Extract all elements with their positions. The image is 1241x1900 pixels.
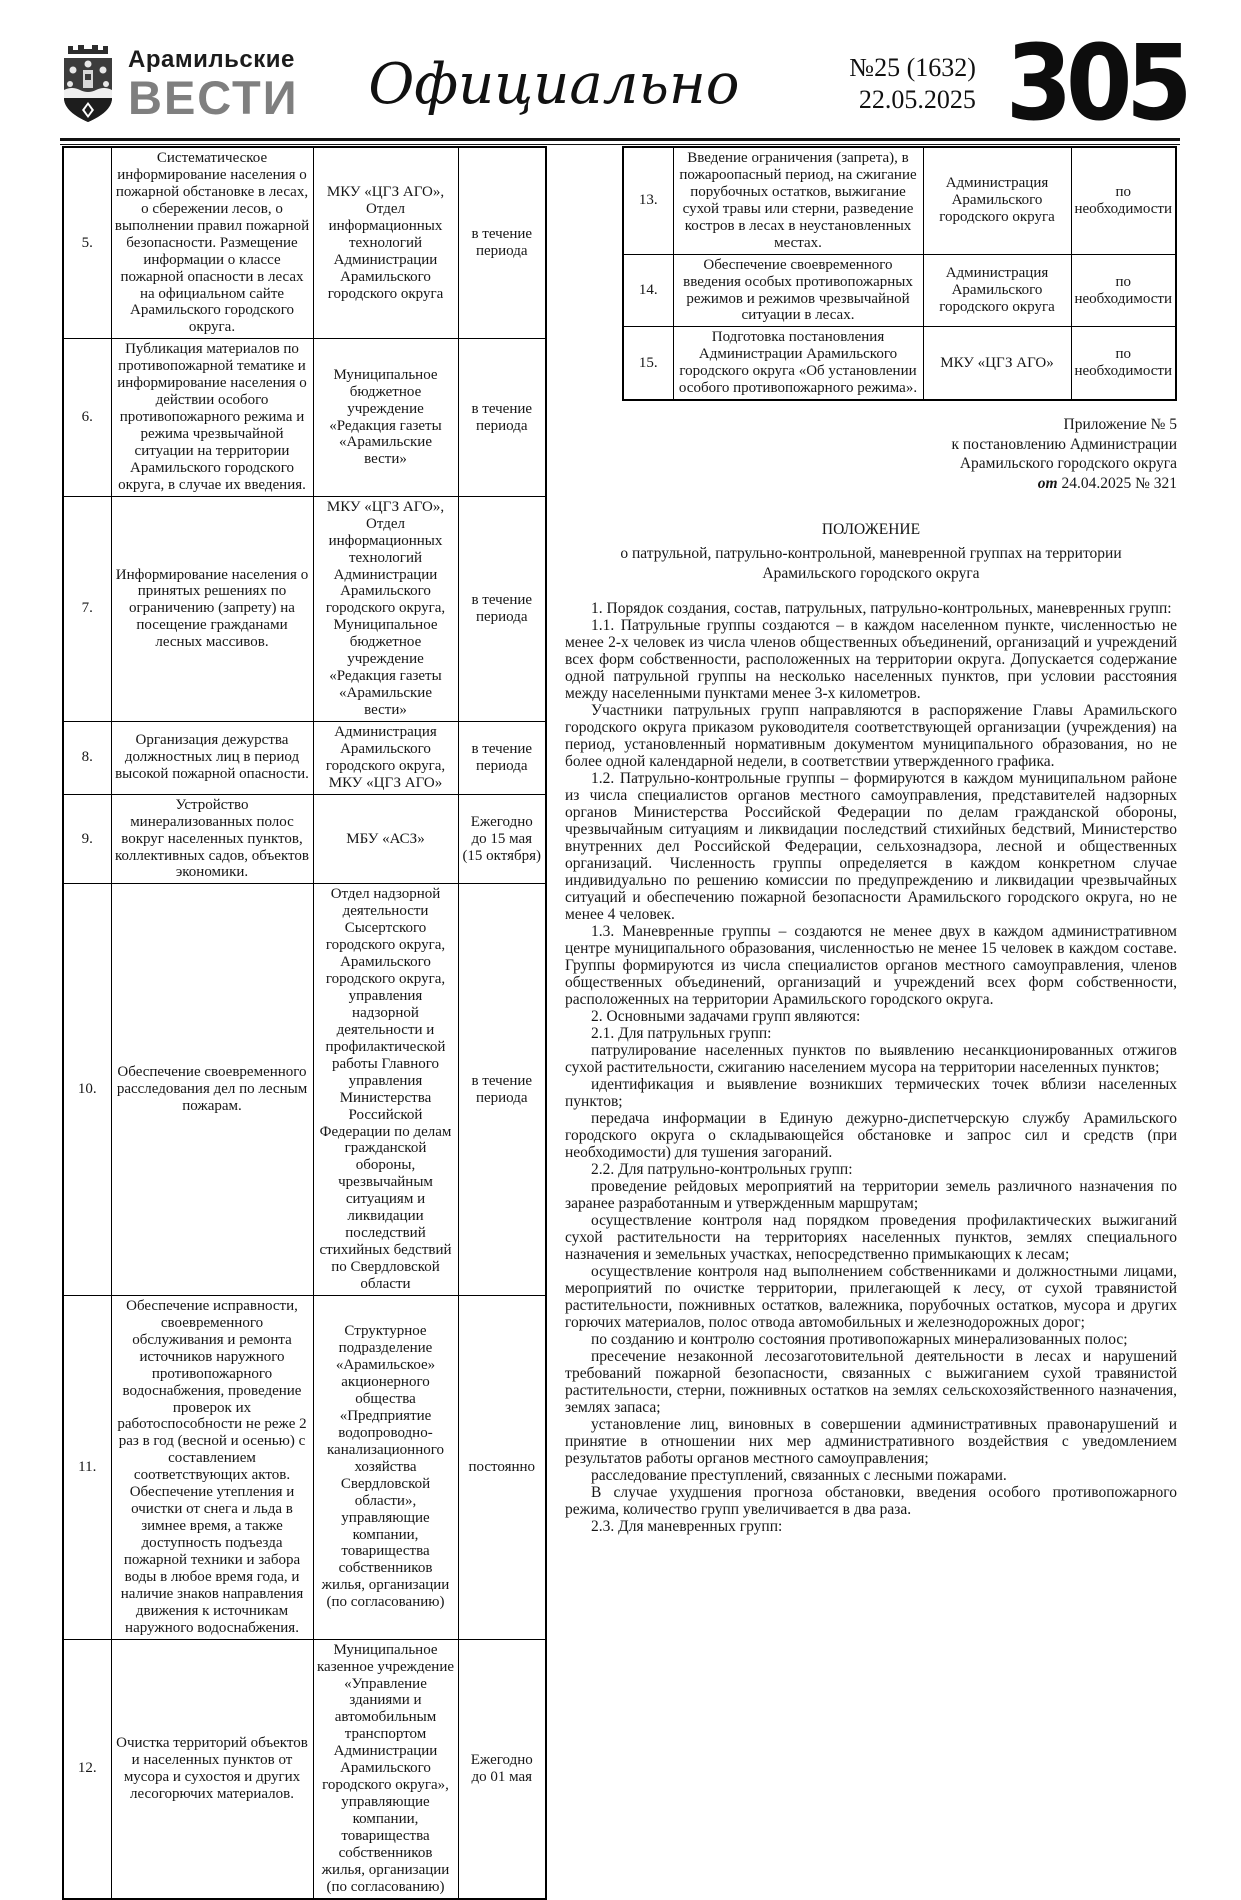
row-number-cell: 11. bbox=[63, 1295, 111, 1639]
responsible-cell: Муниципальное бюджетное учреждение «Редакция газеты «Арамильские вести» bbox=[313, 339, 458, 496]
table-row bbox=[63, 147, 546, 339]
activity-cell: Обеспечение исправности, своевременного обслуживания и ремонта источников наружного противопожарного водоснабжения, проведение проверок их работоспособности не реже 2 раз в год (весной и осенью) с составлением соответствующих актов. Обеспечение утепления и очистки от снега и льда в зимнее время, а также доступность подъезда пожарной техники и забора воды в любое время года, и наличие знаков направления движения к источникам наружного водоснабжения. bbox=[111, 1295, 313, 1639]
timing-cell: по необходимости bbox=[1071, 147, 1176, 254]
document-title: ПОЛОЖЕНИЕ bbox=[821, 520, 921, 538]
table-row bbox=[623, 147, 1176, 254]
table-row bbox=[63, 721, 546, 794]
fire-plan-table-right bbox=[622, 146, 1177, 401]
timing-cell: в течение периода bbox=[458, 339, 546, 496]
paragraph: установление лиц, виновных в совершении административных правонарушений и принятие в отношении них мер административного воздействия с уведомлением результатов работы органов местного самоуправления; bbox=[565, 1416, 1177, 1468]
paragraph: передача информации в Единую дежурно-диспетчерскую службу Арамильского городского округа о складывающейся обстановке и запрос сил и средств (при необходимости) для тушения загораний. bbox=[565, 1110, 1177, 1162]
timing-cell: в течение периода bbox=[458, 147, 546, 339]
timing-cell: в течение периода bbox=[458, 496, 546, 721]
issue-date: 22.05.2025 bbox=[858, 85, 976, 114]
table-row bbox=[63, 794, 546, 884]
header-divider bbox=[60, 138, 1180, 145]
activity-cell: Очистка территорий объектов и населенных пунктов от мусора и сухостоя и других лесогорючих материалов. bbox=[111, 1639, 313, 1899]
newspaper-logo bbox=[56, 40, 299, 129]
appendix-date-line bbox=[565, 474, 1177, 494]
document-title-block bbox=[565, 520, 1177, 584]
row-number-cell: 9. bbox=[63, 794, 111, 884]
paragraph: 2.3. Для маневренных групп: bbox=[591, 1518, 783, 1536]
table-row bbox=[63, 884, 546, 1296]
row-number-cell: 10. bbox=[63, 884, 111, 1296]
right-column bbox=[565, 146, 1177, 1535]
timing-cell: в течение периода bbox=[458, 721, 546, 794]
appendix-line: к постановлению Администрации bbox=[951, 435, 1177, 453]
responsible-cell: Отдел надзорной деятельности Сысертского городского округа, Арамильского городского округа, управления надзорной деятельности и профилактической работы Главного управления Министерства Российской Федерации по делам гражданской обороны, чрезвычайным ситуациям и ликвидации последствий стихийных бедствий по Свердловской области bbox=[313, 884, 458, 1296]
section-title: Официально bbox=[368, 51, 740, 117]
paragraph: 1.3. Маневренные группы – создаются не менее двух в каждом административном центре муниципального образования, численностью не менее 15 человек в каждом составе. Группы формируются из числа специалистов органов местного самоуправления, членов общественных объединений, организаций и учреждений всех форм собственности, расположенных на территории Арамильского городского округа. bbox=[565, 923, 1177, 1009]
newspaper-title bbox=[128, 45, 299, 124]
responsible-cell: Структурное подразделение «Арамильское» акционерного общества «Предприятие водопроводно-канализационного хозяйства Свердловской области», управляющие компании, товарищества собственников жилья, организации (по согласованию) bbox=[313, 1295, 458, 1639]
paragraph: 2.2. Для патрульно-контрольных групп: bbox=[591, 1161, 853, 1179]
responsible-cell: Администрация Арамильского городского округа bbox=[923, 147, 1071, 254]
timing-cell: Ежегодно до 01 мая bbox=[458, 1639, 546, 1899]
row-number-cell: 13. bbox=[623, 147, 673, 254]
paragraph: по созданию и контролю состояния противопожарных минерализованных полос; bbox=[591, 1331, 1128, 1349]
responsible-cell: Администрация Арамильского городского округа, МКУ «ЦГЗ АГО» bbox=[313, 721, 458, 794]
activity-cell: Публикация материалов по противопожарной тематике и информирование населения о действии особого противопожарного режима и режима чрезвычайной ситуации на территории Арамильского городского округа, в случае их введения. bbox=[111, 339, 313, 496]
row-number-cell: 12. bbox=[63, 1639, 111, 1899]
fire-plan-table-left bbox=[62, 146, 547, 1900]
row-number-cell: 15. bbox=[623, 327, 673, 400]
paragraph: патрулирование населенных пунктов по выявлению несанкционированных отжигов сухой растительности, сжиганию населением мусора на территории населенных пунктов; bbox=[565, 1042, 1177, 1077]
page-header bbox=[56, 22, 1186, 145]
activity-cell: Обеспечение своевременного расследования дел по лесным пожарам. bbox=[111, 884, 313, 1296]
responsible-cell: МБУ «АСЗ» bbox=[313, 794, 458, 884]
timing-cell: по необходимости bbox=[1071, 327, 1176, 400]
row-number-cell: 8. bbox=[63, 721, 111, 794]
issue-number: №25 (1632) bbox=[849, 52, 976, 82]
responsible-cell: МКУ «ЦГЗ АГО», Отдел информационных технологий Администрации Арамильского городского округа, Муниципальное бюджетное учреждение «Редакция газеты «Арамильские вести» bbox=[313, 496, 458, 721]
timing-cell: в течение периода bbox=[458, 884, 546, 1296]
paragraph: пресечение незаконной лесозаготовительной деятельности в лесах и нарушений требований пожарной безопасности, связанных с выжиганием сухой травянистой растительности, стерни, пожнивных остатков на землях сельскохозяйственного назначения, землях запаса; bbox=[565, 1348, 1177, 1417]
newspaper-title-top: Арамильские bbox=[128, 45, 295, 73]
page-number: 305 bbox=[1005, 22, 1186, 145]
table-row bbox=[63, 496, 546, 721]
timing-cell: постоянно bbox=[458, 1295, 546, 1639]
paragraph: расследование преступлений, связанных с лесными пожарами. bbox=[591, 1467, 1007, 1485]
row-number-cell: 6. bbox=[63, 339, 111, 496]
responsible-cell: Муниципальное казенное учреждение «Управление зданиями и автомобильным транспортом Администрации Арамильского городского округа», управляющие компании, товарищества собственников жилья, организации (по согласованию) bbox=[313, 1639, 458, 1899]
timing-cell: по необходимости bbox=[1071, 254, 1176, 327]
paragraph: 1. Порядок создания, состав, патрульных, патрульно-контрольных, маневренных групп: bbox=[591, 600, 1172, 618]
paragraph: осуществление контроля над порядком проведения профилактических выжиганий сухой растительности на территориях населенных пунктов, землях специального назначения и земельных участках, непосредственно примыкающих к лесам; bbox=[565, 1212, 1177, 1264]
table-row bbox=[623, 254, 1176, 327]
document-subtitle-line: о патрульной, патрульно-контрольной, маневренной группах на территории bbox=[620, 544, 1122, 562]
appendix-date: 24.04.2025 № 321 bbox=[1057, 475, 1177, 493]
activity-cell: Введение ограничения (запрета), в пожароопасный период, на сжигание порубочных остатков, выжигание сухой травы или стерни, разведение костров в лесах в неустановленных местах. bbox=[673, 147, 923, 254]
paragraph: В случае ухудшения прогноза обстановки, введения особого противопожарного режима, количество групп увеличивается в два раза. bbox=[565, 1484, 1177, 1519]
coat-of-arms-icon bbox=[56, 40, 120, 129]
document-body bbox=[565, 600, 1177, 1535]
table-row bbox=[623, 327, 1176, 400]
paragraph: 1.1. Патрульные группы создаются – в каждом населенном пункте, численностью не менее 2-х человек из числа членов общественных объединений, организаций и учреждений всех форм собственности, расположенных на территории округа. Допускается содержание одной патрульной группы на несколько населенных пунктов, при условии расстояния между населенными пунктами менее 3-х километров. bbox=[565, 617, 1177, 703]
paragraph: 2. Основными задачами групп являются: bbox=[591, 1008, 861, 1026]
timing-cell: Ежегодно до 15 мая (15 октября) bbox=[458, 794, 546, 884]
activity-cell: Устройство минерализованных полос вокруг населенных пунктов, коллективных садов, объектов экономики. bbox=[111, 794, 313, 884]
table-row bbox=[63, 1639, 546, 1899]
activity-cell: Систематическое информирование населения о пожарной обстановке в лесах, о сбережении лесов, о выполнении правил пожарной безопасности. Размещение информации о классе пожарной опасности в лесах на официальном сайте Арамильского городского округа. bbox=[111, 147, 313, 339]
paragraph: 1.2. Патрульно-контрольные группы – формируются в каждом муниципальном районе из числа специалистов органов местного самоуправления, представителей надзорных органов Министерства Российской Федерации по делам гражданской обороны, чрезвычайным ситуациям и ликвидации последствий стихийных бедствий, Министерство внутренних дел Российской Федерации, сельхознадзора, лесной и общественных организаций. Численность группы определяется в каждом конкретном случае индивидуально по решению комиссии по предупреждению и ликвидации чрезвычайных ситуаций и обеспечению пожарной безопасности Арамильского городского округа, но не менее 4 человек. bbox=[565, 770, 1177, 924]
paragraph: проведение рейдовых мероприятий на территории земель различного назначения по заранее разработанным и утвержденным маршрутам; bbox=[565, 1178, 1177, 1213]
paragraph: осуществление контроля над выполнением собственниками и должностными лицами, мероприятий по очистке территории, прилегающей к лесу, от сухой травянистой растительности, пожнивных остатков, валежника, порубочных остатков, мусора и других горючих материалов, полос отвода автомобильных и железнодорожных дорог; bbox=[565, 1263, 1177, 1332]
appendix-line: Приложение № 5 bbox=[1063, 416, 1177, 434]
document-subtitle-line: Арамильского городского округа bbox=[762, 565, 980, 583]
row-number-cell: 7. bbox=[63, 496, 111, 721]
row-number-cell: 5. bbox=[63, 147, 111, 339]
activity-cell: Информирование населения о принятых решениях по ограничению (запрету) на посещение гражданами лесных массивов. bbox=[111, 496, 313, 721]
activity-cell: Обеспечение своевременного введения особых противопожарных режимов и режимов чрезвычайной ситуации в лесах. bbox=[673, 254, 923, 327]
issue-info bbox=[849, 52, 976, 117]
responsible-cell: МКУ «ЦГЗ АГО», Отдел информационных технологий Администрации Арамильского городского округа bbox=[313, 147, 458, 339]
paragraph: идентификация и выявление возникших термических точек вблизи населенных пунктов; bbox=[565, 1076, 1177, 1111]
responsible-cell: МКУ «ЦГЗ АГО» bbox=[923, 327, 1071, 400]
table-row bbox=[63, 339, 546, 496]
paragraph: Участники патрульных групп направляются в распоряжение Главы Арамильского городского округа приказом руководителя соответствующей организации (учреждения) на период, установленный нормативным документом муниципального образования, но не более одной календарной недели, в соответствии утвержденного графика. bbox=[565, 702, 1177, 771]
paragraph: 2.1. Для патрульных групп: bbox=[591, 1025, 772, 1043]
row-number-cell: 14. bbox=[623, 254, 673, 327]
appendix-date-prefix: от bbox=[1037, 475, 1058, 493]
appendix-line: Арамильского городского округа bbox=[959, 455, 1177, 473]
newspaper-title-bottom: ВЕСТИ bbox=[128, 70, 299, 124]
activity-cell: Организация дежурства должностных лиц в период высокой пожарной опасности. bbox=[111, 721, 313, 794]
appendix-reference bbox=[565, 415, 1177, 494]
table-row bbox=[63, 1295, 546, 1639]
activity-cell: Подготовка постановления Администрации Арамильского городского округа «Об установлении особого противопожарного режима». bbox=[673, 327, 923, 400]
responsible-cell: Администрация Арамильского городского округа bbox=[923, 254, 1071, 327]
